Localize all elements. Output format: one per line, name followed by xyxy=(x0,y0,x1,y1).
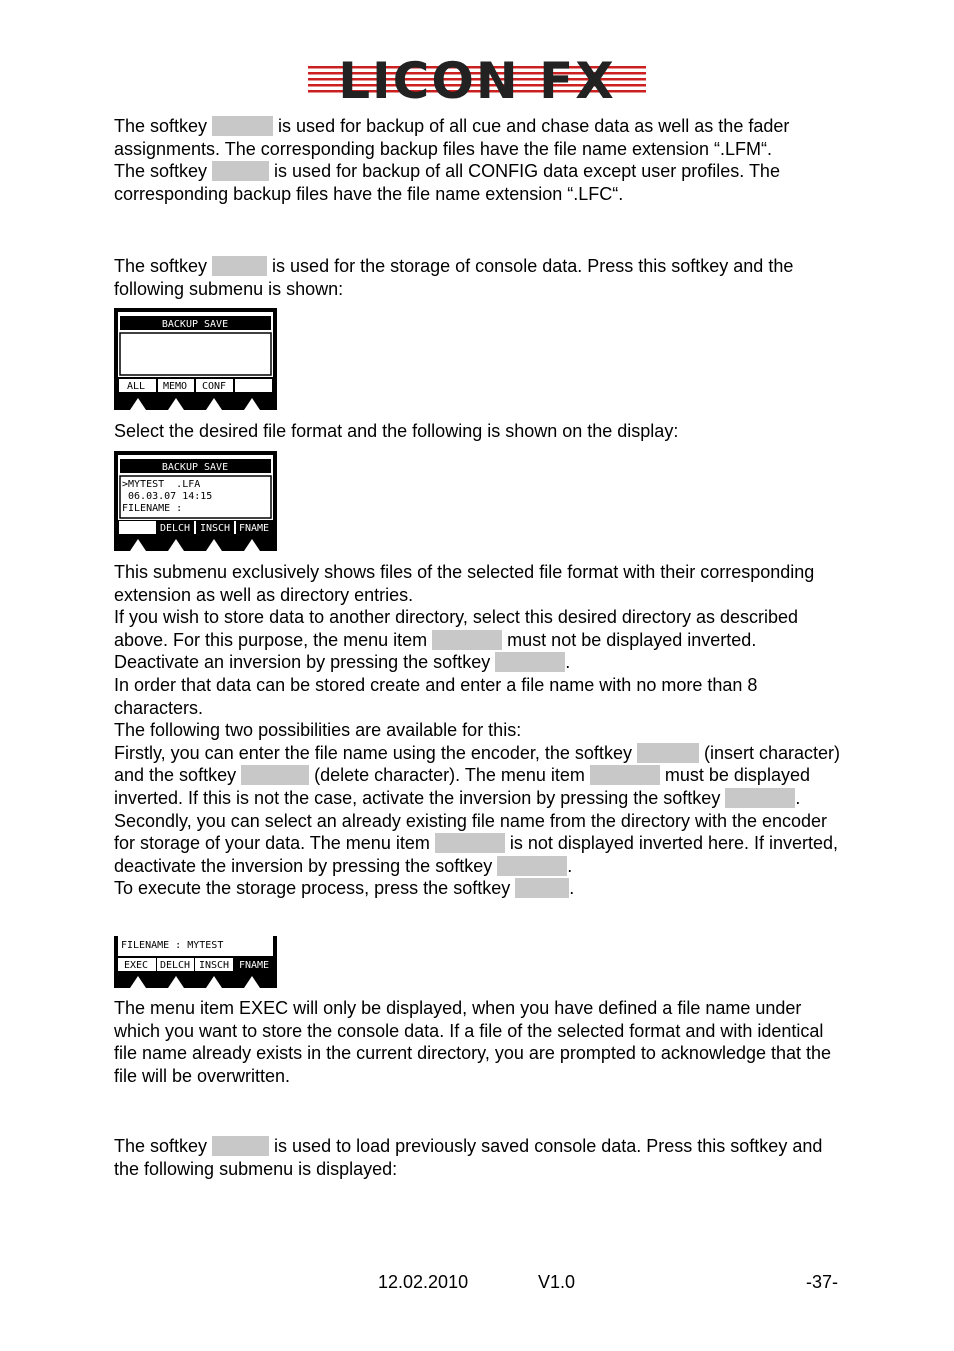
softkey-placeholder xyxy=(725,788,795,808)
paragraph-select-format: Select the desired file format and the following is shown on the display: xyxy=(114,421,679,441)
filename-field: FILENAME : xyxy=(122,503,183,514)
softkey-label: EXEC xyxy=(123,960,149,971)
softkey-placeholder xyxy=(212,161,269,181)
paragraph-load-intro: The softkey is used to load previously saved console data. Press this softkey and the following submenu is displayed: xyxy=(114,1136,823,1179)
paragraph-exec-note: The menu item EXEC will only be displayed, when you have defined a file name under which you want to store the console data. If a file of the selected format and with identical file name already exists in the current directory, you are prompted to acknowledge that the file will be overwritten. xyxy=(114,998,832,1086)
softkey-placeholder xyxy=(212,1136,269,1156)
menu-item-placeholder xyxy=(432,630,502,650)
file-entry: >MYTEST .LFA xyxy=(122,479,201,490)
footer-date: 12.02.2010 xyxy=(378,1272,469,1292)
softkey-label: DELCH xyxy=(159,960,191,971)
softkey-placeholder xyxy=(241,765,309,785)
menu-item-placeholder xyxy=(590,765,660,785)
softkey-label: ALL xyxy=(126,381,146,392)
lcd-backup-save-menu xyxy=(114,308,277,410)
svg-text:BACKUP SAVE: BACKUP SAVE xyxy=(161,319,229,330)
softkey-label: INSCH xyxy=(198,960,230,971)
softkey-label: INSCH xyxy=(199,523,231,534)
softkey-placeholder xyxy=(497,856,567,876)
softkey-placeholder xyxy=(212,256,267,276)
softkey-label: FNAME xyxy=(238,960,270,971)
logo-text: LICON FX xyxy=(338,52,616,104)
softkey-label: CONF xyxy=(201,381,227,392)
file-date: 06.03.07 14:15 xyxy=(122,491,213,502)
footer-page-number: -37- xyxy=(806,1272,839,1292)
svg-text:BACKUP SAVE: BACKUP SAVE xyxy=(161,462,229,473)
softkey-placeholder xyxy=(637,743,699,763)
softkey-label: DELCH xyxy=(159,523,191,534)
lcd-backup-save-filename xyxy=(114,451,277,551)
footer-version: V1.0 xyxy=(538,1272,576,1292)
licon-fx-logo xyxy=(308,52,646,104)
menu-item-placeholder xyxy=(435,833,505,853)
paragraph-backup-types: The softkey is used for backup of all cue and chase data as well as the fader assignments. The corresponding backup files have the file name extension “.LFM“. The softkey is used for backup of all CONFIG data except user profiles. The corresponding backup files have the file name extension “.LFC“. xyxy=(114,116,790,204)
softkey-placeholder xyxy=(495,652,565,672)
softkey-placeholder xyxy=(515,878,569,898)
lcd-filename-exec xyxy=(114,936,277,988)
softkey-label: MEMO xyxy=(162,381,188,392)
paragraph-store-instructions: This submenu exclusively shows files of the selected file format with their corresponding extension as well as directory entries. If you wish to store data to another directory, select this desired directory as described above. For this purpose, the menu item must not be displayed inverted. Deactivate an inversion by pressing the softkey . In order that data can be stored create and enter a file name with no more than 8 characters. The following two possibilities are available for this: Firstly, you can enter the file name using the encoder, the softkey (insert character) and the softkey (delete character). The menu item must be displayed inverted. If this is not the case, activate the inversion by pressing the softkey . Secondly, you can select an already existing file name from the directory with the encoder for storage of your data. The menu item is not displayed inverted here. If inverted, deactivate the inversion by pressing the softkey . To execute the storage process, press the softkey . xyxy=(114,562,840,899)
filename-display: FILENAME : MYTEST xyxy=(121,940,224,951)
paragraph-save-intro: The softkey is used for the storage of console data. Press this softkey and the following submenu is shown: xyxy=(114,256,794,299)
softkey-placeholder xyxy=(212,116,273,136)
softkey-label: FNAME xyxy=(238,523,270,534)
